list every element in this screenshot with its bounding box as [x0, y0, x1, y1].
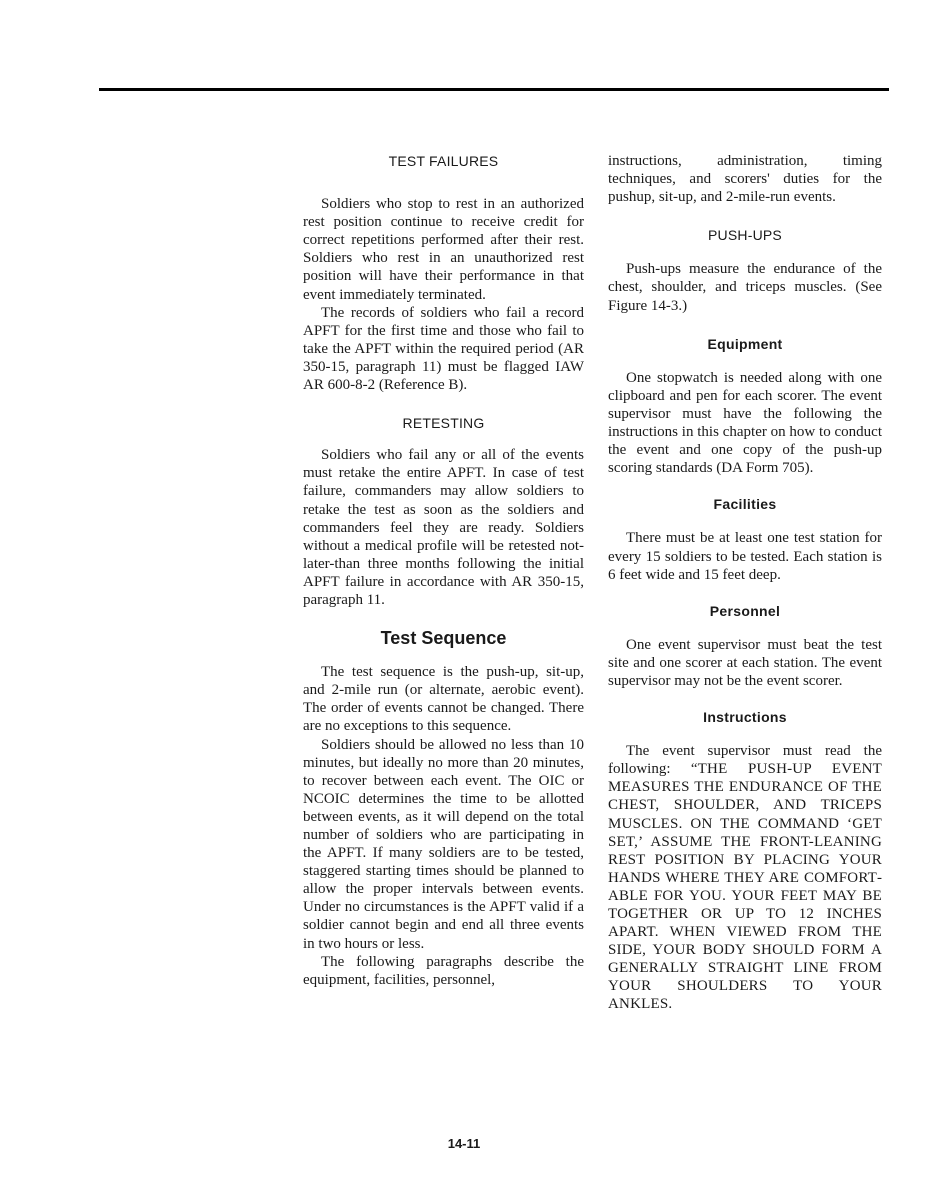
test-failures-paragraph-1: Soldiers who stop to rest in an authorized rest position continue to receive credit for correct repetitions performed after their rest. Soldiers who rest in an unauthorized rest position will have their performance in that event immediately terminated. — [303, 196, 584, 303]
personnel-heading: Personnel — [709, 602, 781, 619]
push-ups-heading: PUSH-UPS — [708, 227, 782, 244]
continued-text: instructions, administration, timing techniques, and scorers' duties for the pushup, sit-up, and 2-mile-run events. — [608, 153, 882, 206]
retesting-paragraph-1: Soldiers who fail any or all of the events must retake the entire APFT. In case of test failure, commanders may allow soldiers to retake the test as soon as the soldiers and commanders feel they are ready. Soldiers without a medical profile will be retested notlater-than three months following the initial APFT failure in accordance with AR 350-15, paragraph 11. — [303, 447, 584, 608]
instructions-lead-in: The event supervisor must read the following: — [608, 743, 882, 778]
test-sequence-paragraph-3: The following paragraphs describe the equipment, facilities, personnel, — [303, 953, 584, 988]
push-ups-paragraph-1: Push-ups measure the endurance of the chest, shoulder, and triceps muscles. (See Figure 14-3.) — [608, 261, 882, 314]
instructions-paragraph-1 — [608, 742, 882, 1013]
test-failures-heading: TEST FAILURES — [388, 153, 499, 169]
instructions-quote: “THE PUSH-UP EVENT MEASURES THE ENDURANCE OF THE CHEST, SHOULDER, AND TRICEPS MUSCLES. ON THE COMMAND ‘GET SET,’ ASSUME THE FRONT-LEANING REST POSITION BY PLACING YOUR HANDS WHERE THEY ARE COMFORTABLE FOR YOU. YOUR FEET MAY BE TOGETHER OR UP TO 12 INCHES APART. WHEN VIEWED FROM THE SIDE, YOUR BODY SHOULD FORM A GENERALLY STRAIGHT LINE FROM YOUR SHOULDERS TO YOUR ANKLES. — [608, 761, 883, 1013]
retesting-heading: RETESTING — [402, 415, 485, 432]
personnel-paragraph-1: One event supervisor must beat the test site and one scorer at each station. The event supervisor may not be the event scorer. — [608, 636, 882, 689]
facilities-paragraph-1: There must be at least one test station for every 15 soldiers to be tested. Each station is 6 feet wide and 15 feet deep. — [608, 530, 882, 583]
equipment-heading: Equipment — [707, 335, 783, 352]
equipment-paragraph-1: One stopwatch is needed along with one clipboard and pen for each scorer. The event supervisor must have the following the instructions in this chapter on how to conduct the event and one copy of the push-up scoring standards (DA Form 705). — [608, 369, 882, 477]
instructions-heading: Instructions — [703, 709, 787, 726]
test-failures-paragraph-2: The records of soldiers who fail a record APFT for the first time and those who fail to take the APFT within the required period (AR 350-15, paragraph 11) must be flagged IAW AR 600-8-2 (Reference B). — [303, 304, 584, 394]
test-sequence-heading: Test Sequence — [380, 628, 507, 649]
test-sequence-paragraph-1: The test sequence is the push-up, sit-up, and 2-mile run (or alternate, aerobic event). The order of events cannot be changed. There are no exceptions to this sequence. — [303, 664, 584, 735]
header-rule — [99, 88, 889, 91]
test-sequence-paragraph-2: Soldiers should be allowed no less than 10 minutes, but ideally no more than 20 minutes, to recover between each event. The OIC or NCOIC determines the time to be allotted between events, as it will depend on the total number of soldiers who are participating in the APFT. If many soldiers are to be tested, staggered starting times should be planned to allow the proper intervals between events. Under no circumstances is the APFT valid if a soldier cannot begin and end all three events in two hours or less. — [303, 736, 584, 952]
right-column — [608, 152, 882, 1014]
left-column — [303, 152, 584, 989]
page-number: 14-11 — [447, 1136, 481, 1151]
facilities-heading: Facilities — [713, 496, 777, 513]
